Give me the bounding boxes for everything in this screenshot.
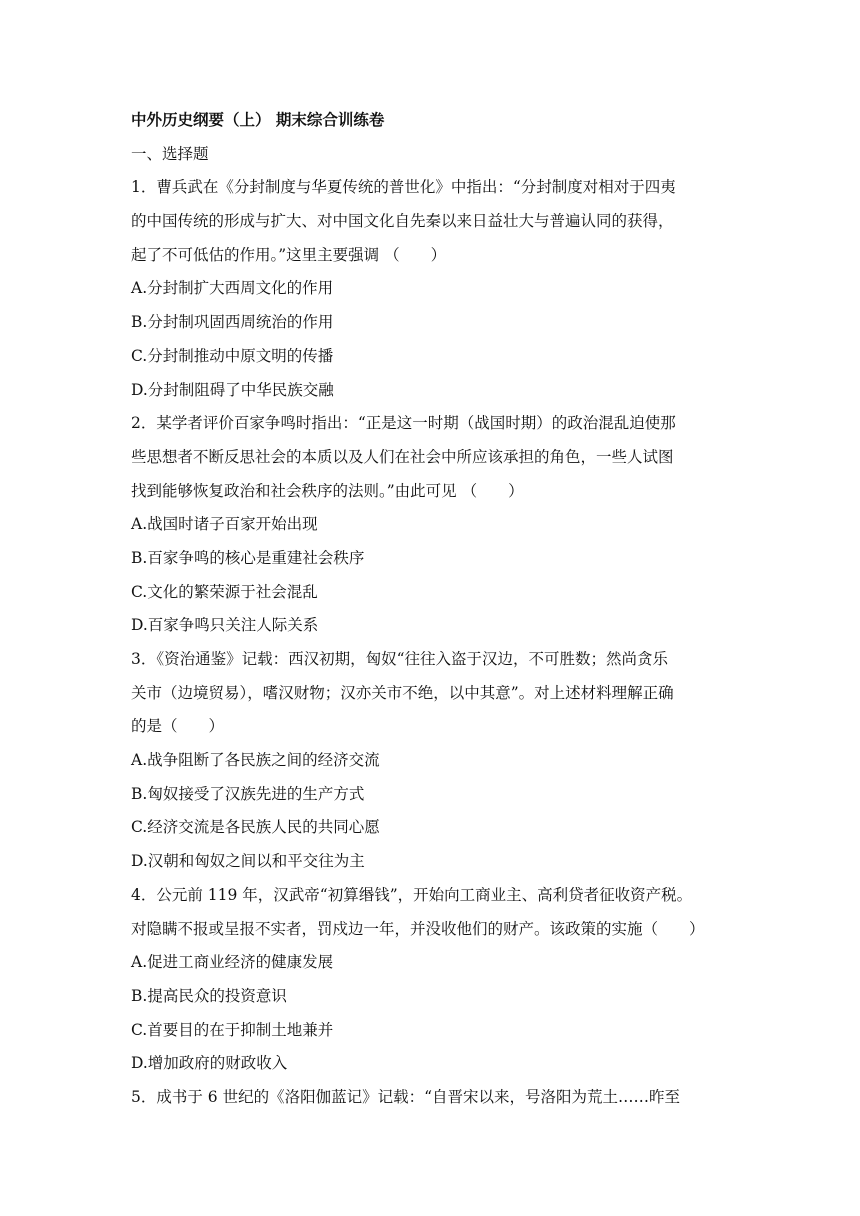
option-a: A.促进工商业经济的健康发展 [131, 953, 334, 972]
question-2 [131, 407, 736, 643]
option-b: B.分封制巩固西周统治的作用 [131, 313, 334, 332]
question-stem-line: 的是（ ） [131, 717, 225, 736]
question-stem-line: 些思想者不断反思社会的本质以及人们在社会中所应该承担的角色，一些人试图 [131, 447, 674, 466]
question-stem-line: 的中国传统的形成与扩大、对中国文化自先秦以来日益壮大与普遍认同的获得， [131, 212, 674, 231]
option-b: B.匈奴接受了汉族先进的生产方式 [131, 784, 365, 803]
option-d: D.增加政府的财政收入 [131, 1054, 288, 1073]
question-5 [131, 1081, 736, 1115]
question-stem-line: 2．某学者评价百家争鸣时指出：“正是这一时期（战国时期）的政治混乱迫使那 [131, 414, 676, 433]
option-b: B.提高民众的投资意识 [131, 986, 287, 1005]
option-c: C.经济交流是各民族人民的共同心愿 [131, 818, 380, 837]
question-stem-line: 1．曹兵武在《分封制度与华夏传统的普世化》中指出：“分封制度对相对于四夷 [131, 178, 676, 197]
question-1 [131, 171, 736, 407]
question-stem-line: 3．《资治通鉴》记载：西汉初期，匈奴“往往入盗于汉边，不可胜数；然尚贪乐 [131, 650, 669, 668]
section-heading: 一、选择题 [131, 144, 209, 163]
option-c: C.首要目的在于抑制土地兼并 [131, 1020, 334, 1039]
question-stem-line: 对隐瞒不报或呈报不实者，罚戍边一年，并没收他们的财产。该政策的实施（ ） [131, 919, 705, 938]
option-a: A.战国时诸子百家开始出现 [131, 515, 318, 534]
document-content [131, 104, 736, 1115]
option-c: C.分封制推动中原文明的传播 [131, 346, 334, 365]
question-stem-line: 起了不可低估的作用。”这里主要强调 （ ） [131, 245, 447, 264]
document-title: 中外历史纲要（上） 期末综合训练卷 [131, 111, 385, 129]
question-4 [131, 879, 736, 1081]
option-d: D.汉朝和匈奴之间以和平交往为主 [131, 852, 365, 871]
question-3 [131, 643, 736, 879]
option-a: A.战争阻断了各民族之间的经济交流 [131, 751, 380, 770]
option-a: A.分封制扩大西周文化的作用 [131, 279, 334, 298]
option-c: C.文化的繁荣源于社会混乱 [131, 582, 318, 601]
question-stem-line: 关市（边境贸易），嗜汉财物；汉亦关市不绝，以中其意”。对上述材料理解正确 [131, 683, 674, 702]
question-stem-line: 找到能够恢复政治和社会秩序的法则。”由此可见 （ ） [131, 481, 524, 500]
option-b: B.百家争鸣的核心是重建社会秩序 [131, 548, 365, 567]
question-stem-line: 5．成书于 6 世纪的《洛阳伽蓝记》记载：“自晋宋以来，号洛阳为荒土……昨至 [131, 1087, 681, 1106]
question-stem-line: 4．公元前 119 年，汉武帝“初算缗钱”，开始向工商业主、高利贷者征收资产税。 [131, 885, 693, 904]
option-d: D.分封制阻碍了中华民族交融 [131, 380, 334, 399]
option-d: D.百家争鸣只关注人际关系 [131, 616, 319, 635]
